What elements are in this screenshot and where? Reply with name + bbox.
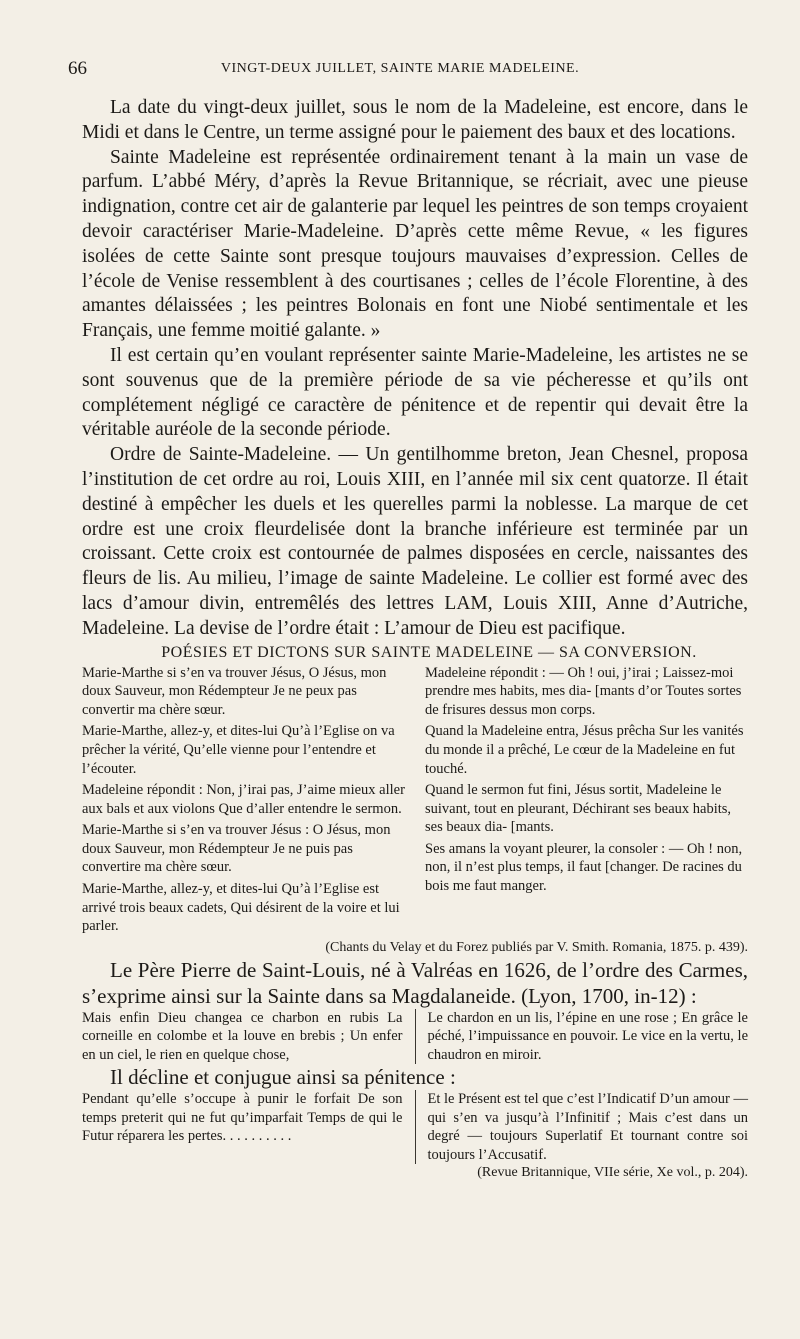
running-title: VINGT-DEUX JUILLET, SAINTE MARIE MADELEINE. (220, 61, 580, 76)
paragraph-date: La date du vingt-deux juillet, sous le nom de la Madeleine, est encore, dans le Midi et dans le Centre, un terme assigné pour le paiement des baux et des locations. (82, 97, 748, 143)
paragraph-pere-pierre: Le Père Pierre de Saint-Louis, né à Valréas en 1626, de l’ordre des Carmes, s’exprime ainsi sur la Sainte dans sa Magdalaneide. (Lyon, 1700, in-12) : (82, 957, 748, 1008)
paragraph-artists: Il est certain qu’en voulant représenter sainte Marie-Madeleine, les artistes ne se sont souvenus que de la première période de sa vie pécheresse et qu’ils ont complétement négligé ce caractère de pénitence et de repentir qui devait être la véritable auréole de la seconde période. (82, 344, 748, 441)
page-number: 66 (68, 58, 87, 79)
section-title: POÉSIES ET DICTONS SUR SAINTE MADELEINE — SA CONVERSION. (161, 643, 697, 661)
citation-chants: (Chants du Velay et du Forez publiés par V. Smith. Romania, 1875. p. 439). (325, 939, 748, 955)
verse-right: Et le Présent est tel que c’est l’Indicatif D’un amour — qui s’en va jusqu’à l’Infinitif ; Mais c’est dans un degré — toujours Superlatif Et tournant contre soi toujours l’Accusatif. (427, 1091, 749, 1163)
poem-left-column (82, 664, 415, 939)
verse-left: Mais enfin Dieu changea ce charbon en rubis La corneille en colombe et la louve en brebis ; Un enfer en un ciel, le rien en quelque chose, (82, 1009, 416, 1065)
stanza: Quand le sermon fut fini, Jésus sortit, Madeleine le suivant, tout en pleurant, Déchirant ses beaux habits, ses beaux dia- [mants. (425, 782, 732, 836)
verse-left: Pendant qu’elle s’occupe à punir le forfait De son temps preterit qui ne fut qu’imparfait Temps de qui le Futur réparera les pertes. . . . . . . . . . (82, 1090, 416, 1164)
verse-block-2 (82, 1090, 748, 1164)
stanza: Madeleine répondit : — Oh ! oui, j’irai ; Laissez-moi prendre mes habits, mes dia- [mants d’or Toutes sortes de frisures dessus mon corps. (425, 664, 742, 718)
stanza: Marie-Marthe si s’en va trouver Jésus, O Jésus, mon doux Sauveur, mon Rédempteur Je ne peux pas convertir ma chère sœur. (82, 664, 387, 718)
stanza: Marie-Marthe si s’en va trouver Jésus : O Jésus, mon doux Sauveur, mon Rédempteur Je ne puis pas convertire ma chère sœur. (82, 822, 391, 876)
stanza: Madeleine répondit : Non, j’irai pas, J’aime mieux aller aux bals et aux violons Que d’aller entendre le sermon. (82, 782, 405, 817)
paragraph-decline: Il décline et conjugue ainsi sa pénitence : (110, 1065, 456, 1090)
verse-right: Le chardon en un lis, l’épine en une rose ; En grâce le péché, l’impuissance en pouvoir. Le vice en la vertu, le chaudron en miroir. (427, 1009, 748, 1063)
poem-right-column (415, 664, 748, 939)
poem-columns (82, 664, 748, 939)
paragraph-order: Ordre de Sainte-Madeleine. — Un gentilhomme breton, Jean Chesnel, proposa l’institution de cet ordre au roi, Louis XIII, en l’année mil six cent quatorze. Il était destiné à empêcher les duels et les querelles parmi la noblesse. La marque de cet ordre est une croix fleurdelisée dont la branche inférieure est terminée par un croissant. Cette croix est contournée de palmes disposées en cercle, naissantes des fleurs de lis. Au milieu, l’image de sainte Madeleine. Le collier est formé avec des lacs d’amour divin, entremêlés des lettres LAM, Louis XIII, Anne d’Autriche, Madeleine. La devise de l’ordre était : L’amour de Dieu est pacifique. (82, 444, 748, 639)
stanza: Marie-Marthe, allez-y, et dites-lui Qu’à l’Eglise on va prêcher la vérité, Qu’elle vienne pour l’entendre et l’écouter. (82, 723, 395, 777)
stanza: Quand la Madeleine entra, Jésus prêcha Sur les vanités du monde il a prêché, Le cœur de la Madeleine en fut touché. (425, 723, 744, 777)
stanza: Ses amans la voyant pleurer, la consoler : — Oh ! non, non, il n’est plus temps, il faut [changer. De racines du bois me faut manger. (425, 840, 743, 895)
citation-revue: (Revue Britannique, VIIe série, Xe vol., p. 204). (477, 1165, 748, 1181)
page-body (82, 96, 748, 1182)
page-header (50, 58, 750, 82)
stanza: Marie-Marthe, allez-y, et dites-lui Qu’à l’Eglise est arrivé trois beaux cadets, Qui désirent de la voire et lui parler. (82, 881, 400, 935)
verse-block-1 (82, 1009, 748, 1065)
paragraph-representation: Sainte Madeleine est représentée ordinairement tenant à la main un vase de parfum. L’abbé Méry, d’après la Revue Britannique, se récriait, avec une pieuse indignation, contre cet air de galanterie par lequel les peintres de son temps croyaient devoir caractériser Marie-Madeleine. D’après cette même Revue, « les figures isolées de cette Sainte sont presque toujours mauvaises d’expression. Celles de l’école de Venise ressemblent à des courtisanes ; celles de l’école Florentine, à des amantes délaissées ; les peintres Bolonais en font une Niobé sentimentale et les Français, une femme moitié galante. » (82, 146, 748, 342)
